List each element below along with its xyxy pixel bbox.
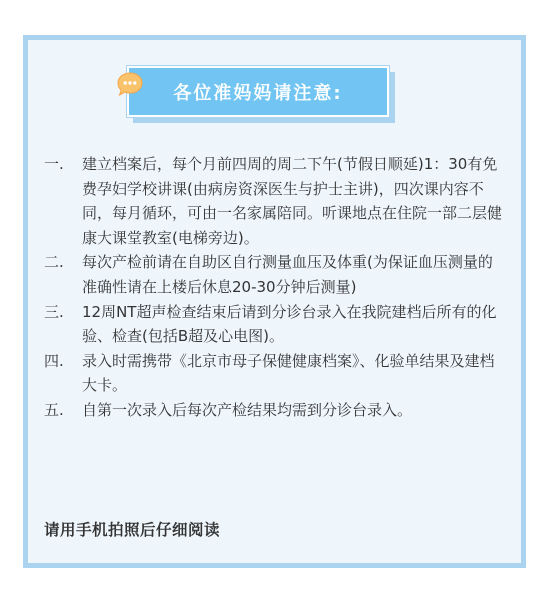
list-item (44, 300, 502, 349)
list-item (44, 152, 502, 250)
list-item (44, 250, 502, 299)
notice-list (44, 152, 502, 423)
list-item (44, 398, 502, 423)
list-item-number: 四. (44, 351, 64, 370)
title-box (127, 66, 389, 117)
list-item-number: 五. (44, 400, 64, 419)
list-item-number: 二. (44, 253, 64, 272)
list-item-number: 一. (44, 155, 64, 173)
page-title: 各位准妈妈请注意: (173, 82, 343, 104)
speech-bubble-icon (115, 70, 145, 98)
title-banner (127, 66, 395, 123)
list-item (44, 349, 502, 398)
list-item-text: 建立档案后，每个月前四周的周二下午(节假日顺延)1：30有免费孕妇学校讲课(由病房资深医生与护士主讲)，四次课内容不同，每月循环，可由一名家属陪同。听课地点在住院一部二层健康大课堂教室(电梯旁边)。 (82, 155, 503, 247)
list-item-text: 12周NT超声检查结束后请到分诊台录入在我院建档后所有的化验、检查(包括B超及心电图)。 (82, 302, 497, 346)
footer-note: 请用手机拍照后仔细阅读 (44, 521, 221, 539)
list-item-number: 三. (44, 302, 64, 321)
list-item-text: 自第一次录入后每次产检结果均需到分诊台录入。 (82, 400, 413, 419)
list-item-text: 录入时需携带《北京市母子保健健康档案》、化验单结果及建档大卡。 (82, 351, 495, 395)
list-item-text: 每次产检前请在自助区自行测量血压及体重(为保证血压测量的准确性请在上楼后休息20-30分钟后测量) (82, 253, 493, 296)
